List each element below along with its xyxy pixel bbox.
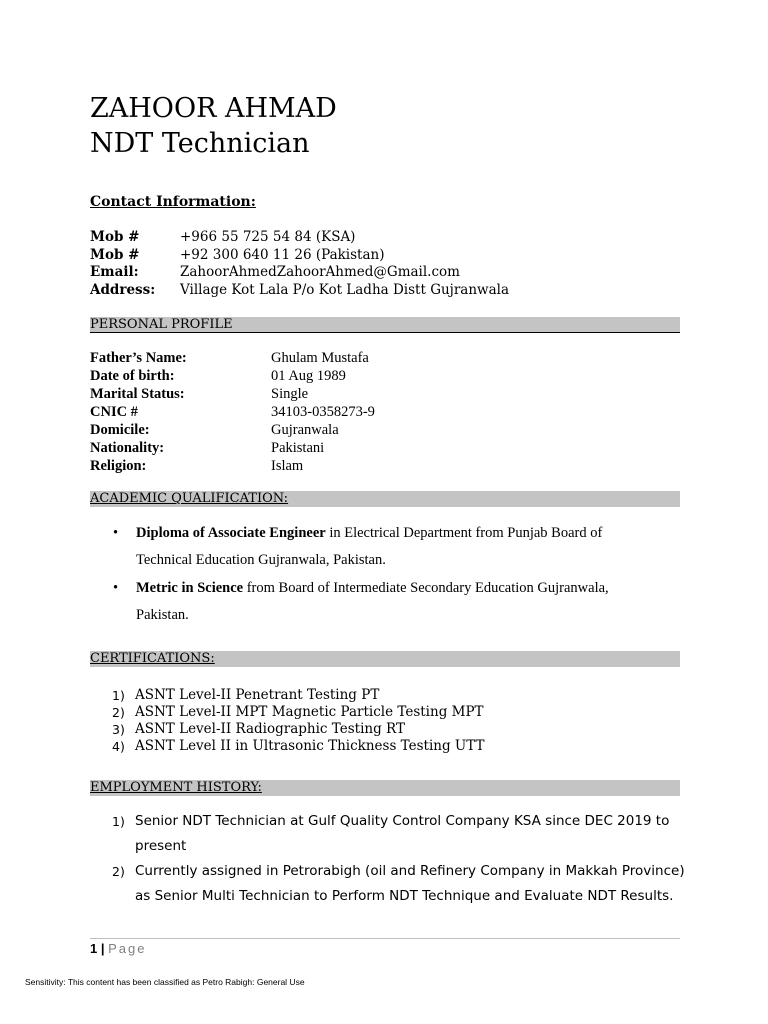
profile-value: Gujranwala <box>271 422 339 438</box>
employment-text: Currently assigned in Petrorabigh (oil and Refinery Company in Makkah Province) as Senior Multi Technician to Perform NDT Technique and Evaluate NDT Results. <box>135 863 685 904</box>
bullet-icon: • <box>113 580 119 596</box>
profile-label: Nationality: <box>90 440 165 456</box>
profile-label: Date of birth: <box>90 368 175 384</box>
certification-item <box>112 738 692 755</box>
candidate-role: NDT Technician <box>90 128 310 159</box>
academic-item-title: Metric in Science <box>136 580 244 596</box>
profile-value: Single <box>271 386 309 402</box>
section-heading-text: PERSONAL PROFILE <box>90 317 233 332</box>
profile-value: Islam <box>271 458 304 474</box>
section-heading-certifications <box>90 651 680 667</box>
profile-value: Ghulam Mustafa <box>271 350 369 366</box>
profile-row-religion <box>90 457 680 475</box>
certification-text: ASNT Level-II Penetrant Testing PT <box>135 687 380 703</box>
profile-row-nationality <box>90 439 680 457</box>
contact-heading: Contact Information: <box>90 194 256 210</box>
section-heading-employment <box>90 780 680 796</box>
employment-text: Senior NDT Technician at Gulf Quality Control Company KSA since DEC 2019 to present <box>135 813 670 854</box>
profile-value: 01 Aug 1989 <box>271 368 346 384</box>
section-heading-text: CERTIFICATIONS: <box>90 651 215 666</box>
section-heading-text: EMPLOYMENT HISTORY: <box>90 780 262 795</box>
contact-row-mobile-ksa <box>90 228 690 246</box>
contact-row-email <box>90 263 690 281</box>
academic-item-title: Diploma of Associate Engineer <box>136 525 326 541</box>
sensitivity-label: Sensitivity: This content has been classified as Petro Rabigh: General Use <box>25 977 305 987</box>
candidate-name: ZAHOOR AHMAD <box>90 93 337 124</box>
contact-value: Village Kot Lala P/o Kot Ladha Distt Gujranwala <box>180 282 510 298</box>
employment-item <box>112 859 687 934</box>
list-number: 2) <box>112 705 125 720</box>
certification-item <box>112 704 692 721</box>
bullet-icon: • <box>113 525 119 541</box>
profile-row-father <box>90 349 680 367</box>
contact-value: +966 55 725 54 84 (KSA) <box>180 229 356 245</box>
contact-row-address <box>90 281 690 299</box>
academic-item-detail: from Board of Intermediate Secondary Education Gujranwala, Pakistan. <box>136 580 609 623</box>
profile-label: Domicile: <box>90 422 150 438</box>
page-number-separator: | <box>100 941 105 956</box>
employment-item <box>112 809 687 859</box>
list-number: 2) <box>112 864 125 879</box>
contact-label: Mob # <box>90 229 140 245</box>
list-number: 1) <box>112 688 125 703</box>
list-number: 3) <box>112 722 125 737</box>
profile-row-cnic <box>90 403 680 421</box>
certification-item <box>112 721 692 738</box>
academic-item-detail: in Electrical Department from Punjab Board of Technical Education Gujranwala, Pakistan. <box>136 525 603 568</box>
page-number-value: 1 <box>90 941 98 956</box>
contact-label: Address: <box>90 282 156 298</box>
profile-label: Father’s Name: <box>90 350 187 366</box>
profile-value: Pakistani <box>271 440 325 456</box>
section-heading-personal-profile <box>90 317 680 333</box>
profile-row-domicile <box>90 421 680 439</box>
page-word: Page <box>108 941 147 956</box>
profile-value: 34103-0358273-9 <box>271 404 375 420</box>
academic-item <box>113 575 683 629</box>
certification-text: ASNT Level-II Radiographic Testing RT <box>135 721 405 737</box>
profile-row-marital <box>90 385 680 403</box>
academic-item <box>113 520 683 574</box>
contact-value: ZahoorAhmedZahoorAhmed@Gmail.com <box>180 264 460 280</box>
page-number <box>90 941 147 957</box>
profile-label: CNIC # <box>90 404 138 420</box>
contact-label: Email: <box>90 264 139 280</box>
list-number: 1) <box>112 814 125 829</box>
section-heading-academic <box>90 491 680 507</box>
profile-row-dob <box>90 367 680 385</box>
profile-label: Marital Status: <box>90 386 185 402</box>
contact-value: +92 300 640 11 26 (Pakistan) <box>180 247 385 263</box>
footer-divider <box>90 938 680 939</box>
certification-text: ASNT Level-II MPT Magnetic Particle Testing MPT <box>135 704 484 720</box>
contact-label: Mob # <box>90 247 140 263</box>
certification-item <box>112 687 692 704</box>
section-heading-text: ACADEMIC QUALIFICATION: <box>90 491 289 506</box>
list-number: 4) <box>112 739 125 754</box>
certification-text: ASNT Level II in Ultrasonic Thickness Testing UTT <box>135 738 485 754</box>
profile-label: Religion: <box>90 458 147 474</box>
contact-row-mobile-pk <box>90 246 690 264</box>
